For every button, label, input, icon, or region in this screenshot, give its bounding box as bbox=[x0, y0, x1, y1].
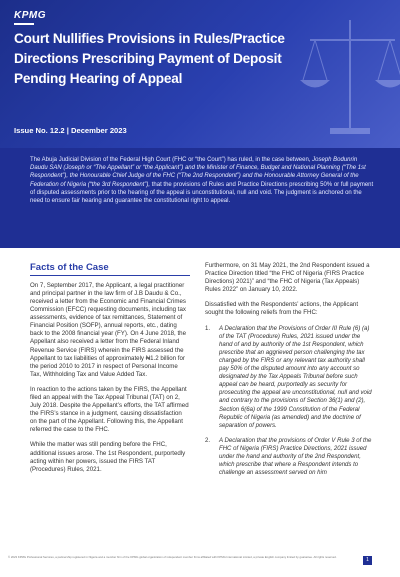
page-number: 1 bbox=[363, 556, 372, 565]
summary-box bbox=[0, 148, 400, 248]
summary-text-1: The Abuja Judicial Division of the Federal High Court (FHC or “the Court”) has ruled, in the case between, bbox=[30, 157, 313, 163]
issue-number: Issue No. 12.2 | December 2023 bbox=[14, 126, 127, 135]
page-title: Court Nullifies Provisions in Rules/Practice Directions Prescribing Payment of Deposit Pending Hearing of Appeal bbox=[14, 31, 285, 86]
summary-text-2: that the provisions of Rules and Practice Directions prescribing 50% or full payment of disputed assessments prior to the hearing of the appeal is unconstitutional, null and void. The judgment is anchored on the need to ensure fair hearing and guarantee the constitutional right to appeal. bbox=[30, 181, 374, 205]
relief-number: 2. bbox=[205, 437, 211, 444]
relief-number: 1. bbox=[205, 325, 211, 332]
right-paragraph-1: Furthermore, on 31 May 2021, the 2nd Respondent issued a Practice Direction titled “the FHC of Nigeria (FIRS Practice Directions) 2021)” and “the FHC of Nigeria (Tax Appeals) Rules 2022” on January 10, 2022. bbox=[205, 262, 370, 294]
relief-item bbox=[205, 325, 375, 430]
summary-parties: Joseph Bodunrin Daudu SAN (Joseph or “The Appellant” or “the Applicant”) and the Minister of Finance, Budget and National Planning (“The 1st Respondent”), the Honourable Chief Judge of the FHC (“The 2nd Respondent”) and the Honourable Attorney General of the Federation of Nigeria (“the 3rd Respondent”), bbox=[30, 157, 366, 188]
relief-text: A Declaration that the provisions of Order V Rule 3 of the FHC of Nigeria (FIRS) Practice Directions, 2021 issued under the hand and authority of the 2nd Respondent, which prescribe that where a Respondent intends to challenge an assessment served on him bbox=[219, 437, 372, 477]
hero-banner bbox=[0, 0, 400, 148]
right-column bbox=[205, 262, 375, 484]
heading-divider bbox=[30, 275, 190, 276]
right-paragraph-2: Dissatisfied with the Respondents’ actions, the Applicant sought the following reliefs from the FHC: bbox=[205, 301, 359, 317]
relief-text: A Declaration that the Provisions of Order III Rule (6) (a) of the TAT (Procedure) Rules, 2021 issued under the hand of and by authority of the 1st Respondent, which prescribe that an aggrieved person challenging the tax charged by the FIRS or any relevant tax authority shall pay 50% of the disputed amount into any account so designated by the Tax Appeals Tribunal before such appeal can be heard, purportedly as security for prosecuting the appeal are unconstitutional, null and void and contrary to the provisions of Section 36(1) and (2), Section 6(6a) of the 1999 Constitution of the Federal Republic of Nigeria (as amended) and the doctrine of separation of powers. bbox=[219, 325, 372, 429]
facts-heading: Facts of the Case bbox=[30, 262, 109, 273]
facts-paragraph-3: While the matter was still pending before the FHC, additional issues arose. The 1st Respondent, purportedly acting within her powers, issued the FIRS TAT (Procedures) Rules, 2021. bbox=[30, 441, 186, 473]
kpmg-logo: KPMG bbox=[14, 10, 46, 21]
relief-item bbox=[205, 437, 375, 477]
facts-column bbox=[30, 262, 190, 481]
logo-underline bbox=[14, 23, 34, 25]
summary-text bbox=[30, 156, 375, 205]
facts-paragraph-2: In reaction to the actions taken by the FIRS, the Appellant filed an appeal with the Tax Appeal Tribunal (TAT) on 2, July 2018. Despite the Appellant’s efforts, the TAT affirmed the FIRS’s stance in a judgment, causing dissatisfaction on the part of the Appellant. Following this, the Appellant referred the case to the FHC. bbox=[30, 385, 189, 434]
copyright-footer: © 2023 KPMG Professional Services, a partnership registered in Nigeria and a member firm of the KPMG global organization of independent member firms affiliated with KPMG International Limited, a private English company limited by guarantee. All rights reserved. bbox=[8, 555, 337, 559]
facts-paragraph-1: On 7, September 2017, the Applicant, a legal practitioner and principal partner in the law firm of J.B Daudu & Co., received a letter from the Economic and Financial Crimes Commission (EFCC) requesting documents, including tax assessments, evidence of tax remittances, Statement of Financial Position (SOFP), annual reports, etc., dating back to the 2008 financial year (FY). On 4 June 2018, the Appellant also received a letter from the Federal Inland Revenue Service (FIRS) wherein the FIRS assessed the Appellant to tax liabilities of approximately ₦1.2 billion for the period 2010 to 2017 in respect of Personal Income Tax, Withholding Tax and Value Added Tax. bbox=[30, 281, 186, 378]
